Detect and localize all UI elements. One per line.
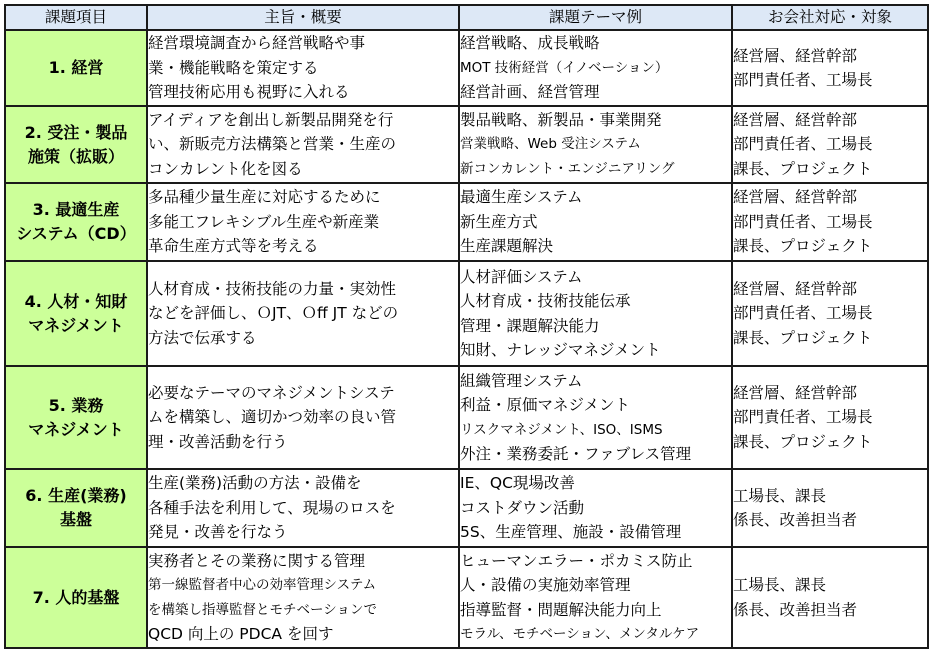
theme-line: 外注・業務委託・ファブレス管理 xyxy=(460,445,692,463)
target-line: 課長、プロジェクト xyxy=(733,432,873,451)
table-row xyxy=(5,30,928,106)
category-line: 2. 受注・製品 xyxy=(24,122,128,142)
theme-line: 5S、生産管理、施設・設備管理 xyxy=(460,523,682,542)
target-line: 工場長、課長 xyxy=(733,486,827,505)
target-line: 課長、プロジェクト xyxy=(733,237,873,256)
summary-line: 革命生産方式等を考える xyxy=(148,237,319,256)
header-target: お会社対応・対象 xyxy=(732,5,928,30)
summary-cell xyxy=(147,547,459,648)
summary-line: 業・機能戦略を策定する xyxy=(148,58,319,77)
target-cell xyxy=(732,366,928,469)
category-cell xyxy=(5,106,147,183)
target-cell xyxy=(732,30,928,106)
summary-line: などを評価し、ＯJT、Ｏff JT などの xyxy=(148,304,399,323)
table-row xyxy=(5,366,928,469)
theme-line: 人材評価システム xyxy=(460,267,583,286)
themes-cell xyxy=(459,469,732,547)
summary-line: 必要なテーマのマネジメントシステ xyxy=(148,383,395,402)
summary-line: 発見・改善を行なう xyxy=(148,523,288,542)
theme-line: 製品戦略、新製品・事業開発 xyxy=(460,110,662,129)
theme-line: 組織管理システム xyxy=(460,371,583,390)
summary-line: コンカレント化を図る xyxy=(148,159,303,178)
summary-line: 第一線監督者中心の効率管理システム xyxy=(148,577,377,593)
theme-line: 指導監督・問題解決能力向上 xyxy=(460,600,662,619)
theme-line: 人材育成・技術技能伝承 xyxy=(460,292,631,310)
summary-line: 実務者とその業務に関する管理 xyxy=(148,551,366,570)
summary-line: を構築し指導監督とモチベーションで xyxy=(148,601,377,618)
summary-cell xyxy=(147,469,459,547)
summary-line: 管理技術応用も視野に入れる xyxy=(148,83,350,102)
theme-line: モラル、モチベーション、メンタルケア xyxy=(460,626,700,642)
category-cell xyxy=(5,469,147,547)
theme-line: 営業戦略、Web 受注システム xyxy=(460,136,641,153)
table-row xyxy=(5,183,928,261)
table-row xyxy=(5,469,928,547)
category-line: 施策（拡販） xyxy=(27,146,124,166)
theme-line: 利益・原価マネジメント xyxy=(460,396,631,414)
summary-line: い、新販売方法構築と営業・生産の xyxy=(148,135,397,154)
summary-cell xyxy=(147,106,459,183)
summary-cell xyxy=(147,261,459,366)
category-line: システム（CD） xyxy=(16,224,136,243)
target-line: 経営層、経営幹部 xyxy=(733,383,858,402)
summary-line: 生産(業務)活動の方法・設備を xyxy=(148,474,362,493)
summary-line: 多品種少量生産に対応するために xyxy=(148,188,381,207)
table-row xyxy=(5,547,928,648)
target-line: 部門責任者、工場長 xyxy=(733,408,873,427)
theme-line: 管理・課題解決能力 xyxy=(460,316,600,335)
header-summary: 主旨・概要 xyxy=(147,5,459,30)
header-themes: 課題テーマ例 xyxy=(459,5,732,30)
category-line: 基盤 xyxy=(59,510,92,529)
header-row xyxy=(5,5,928,30)
theme-line: ヒューマンエラー・ポカミス防止 xyxy=(460,551,693,570)
summary-line: 各種手法を利用して、現場のロスを xyxy=(148,498,396,517)
themes-cell xyxy=(459,183,732,261)
category-line: マネジメント xyxy=(28,315,124,335)
category-cell xyxy=(5,547,147,648)
summary-cell xyxy=(147,183,459,261)
theme-line: 経営計画、経営管理 xyxy=(460,83,600,102)
target-line: 経営層、経営幹部 xyxy=(733,110,858,129)
summary-line: 多能工フレキシブル生産や新産業 xyxy=(148,212,380,231)
category-cell xyxy=(5,366,147,469)
category-line: 5. 業務 xyxy=(48,395,104,415)
target-line: 部門責任者、工場長 xyxy=(733,135,873,154)
summary-line: 方法で伝承する xyxy=(148,328,257,347)
target-cell xyxy=(732,106,928,183)
target-line: 経営層、経営幹部 xyxy=(733,46,858,65)
theme-line: 経営戦略、成長戦略 xyxy=(460,34,600,53)
target-line: 部門責任者、工場長 xyxy=(733,304,873,323)
theme-line: 知財、ナレッジマネジメント xyxy=(460,341,661,359)
theme-line: 新コンカレント・エンジニアリング xyxy=(460,160,675,177)
summary-line: 経営環境調査から経営戦略や事 xyxy=(148,34,366,53)
target-line: 課長、プロジェクト xyxy=(733,159,873,178)
summary-line: ムを構築し、適切かつ効率の良い管 xyxy=(148,408,397,427)
theme-line: IE、QC現場改善 xyxy=(460,474,575,493)
target-line: 経営層、経営幹部 xyxy=(733,188,858,207)
target-line: 部門責任者、工場長 xyxy=(733,71,873,89)
theme-table xyxy=(4,4,929,649)
target-line: 係長、改善担当者 xyxy=(733,511,858,529)
category-line: 7. 人的基盤 xyxy=(32,587,120,607)
theme-line: 最適生産システム xyxy=(460,188,583,207)
target-line: 経営層、経営幹部 xyxy=(733,279,858,298)
themes-cell xyxy=(459,30,732,106)
target-line: 部門責任者、工場長 xyxy=(733,212,873,231)
category-line: 4. 人材・知財 xyxy=(24,291,128,311)
category-line: 6. 生産(業務) xyxy=(25,486,127,505)
target-cell xyxy=(732,183,928,261)
summary-line: 人材育成・技術技能の力量・実効性 xyxy=(148,279,397,298)
target-line: 工場長、課長 xyxy=(733,576,827,594)
header-category: 課題項目 xyxy=(5,5,147,30)
summary-cell xyxy=(147,366,459,469)
themes-cell xyxy=(459,547,732,648)
target-cell xyxy=(732,547,928,648)
category-cell xyxy=(5,261,147,366)
category-cell xyxy=(5,183,147,261)
summary-cell xyxy=(147,30,459,106)
target-cell xyxy=(732,261,928,366)
summary-line: QCD 向上の PDCA を回す xyxy=(148,625,334,643)
table-row xyxy=(5,261,928,366)
theme-line: コストダウン活動 xyxy=(460,498,585,517)
target-line: 課長、プロジェクト xyxy=(733,328,873,347)
theme-line: MOT 技術経営（イノベーション） xyxy=(460,59,669,76)
target-line: 係長、改善担当者 xyxy=(733,600,858,619)
themes-cell xyxy=(459,261,732,366)
summary-line: アイディアを創出し新製品開発を行 xyxy=(148,110,394,129)
theme-line: 生産課題解決 xyxy=(460,237,554,256)
summary-line: 理・改善活動を行う xyxy=(148,432,288,451)
theme-line: 新生産方式 xyxy=(460,212,538,231)
category-line: 1. 経営 xyxy=(48,58,104,77)
table-row xyxy=(5,106,928,183)
target-cell xyxy=(732,469,928,547)
theme-line: 人・設備の実施効率管理 xyxy=(460,576,631,594)
category-line: 3. 最適生産 xyxy=(32,200,120,219)
themes-cell xyxy=(459,366,732,469)
category-line: マネジメント xyxy=(28,419,124,439)
theme-line: リスクマネジメント、ISO、ISMS xyxy=(460,421,663,438)
themes-cell xyxy=(459,106,732,183)
category-cell xyxy=(5,30,147,106)
